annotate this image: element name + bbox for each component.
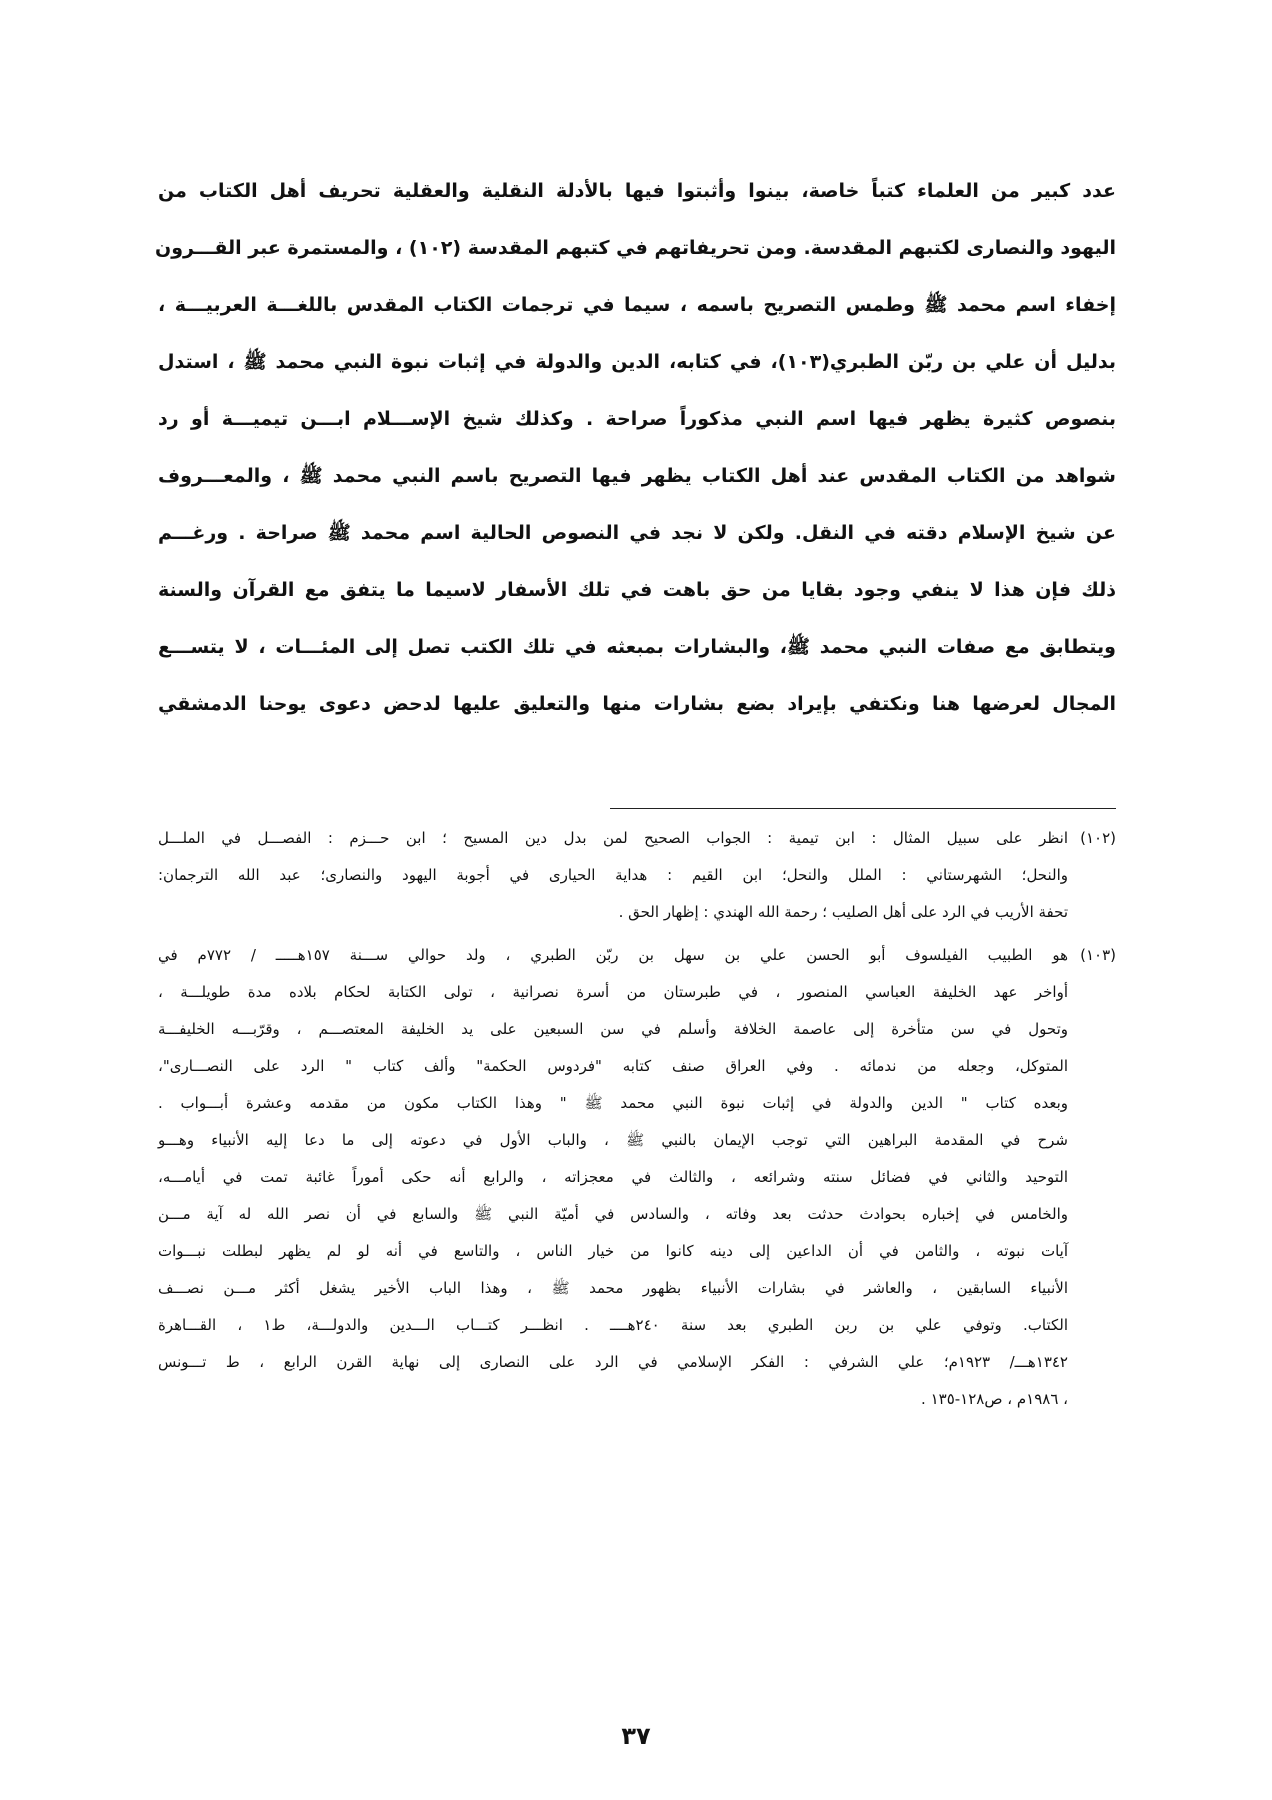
body-line: إخفاء اسم محمد ﷺ وطمس التصريح باسمه ، سيما في ترجمات الكتاب المقدس باللغـــة العربيـــة ، — [158, 294, 1116, 316]
body-line: ذلك فإن هذا لا ينفي وجود بقايا من حق باهت في تلك الأسفار لاسيما ما يتفق مع القرآن والسنة — [158, 579, 1116, 601]
footnote-body — [158, 820, 1068, 931]
footnote-divider — [610, 808, 1116, 809]
footnote-number: (١٠٣) — [1080, 946, 1116, 964]
main-text — [154, 166, 1116, 736]
body-line: عدد كبير من العلماء كتباً خاصة، بينوا وأثبتوا فيها بالأدلة النقلية والعقلية تحريف أهل الكتاب من — [158, 180, 1116, 202]
footnote-line: أواخر عهد الخليفة العباسي المنصور ، في طبرستان من أسرة نصرانية ، تولى الكتابة لحكام بلاده مدة طويلـــة ، — [158, 983, 1068, 1001]
footnote-line: هو الطبيب الفيلسوف أبو الحسن علي بن سهل بن ربّن الطبري ، ولد حوالي ســـنة ١٥٧هـــــ / ٧٧٢م في — [158, 946, 1068, 964]
footnote-body — [158, 937, 1068, 1418]
footnote-line: والخامس في إخباره بحوادث حدثت بعد وفاته ، والسادس في أميّة النبي ﷺ والسابع في أن نصر الله له آية مـــن — [158, 1205, 1068, 1223]
footnote-line: انظر على سبيل المثال : ابن تيمية : الجواب الصحيح لمن بدل دين المسيح ؛ ابن حـــزم : الفصـــل في الملـــل — [158, 829, 1068, 847]
footnote-line: تحفة الأريب في الرد على أهل الصليب ؛ رحمة الله الهندي : إظهار الحق . — [618, 903, 1068, 921]
footnote-line: آيات نبوته ، والثامن في أن الداعين إلى دينه كانوا من خيار الناس ، والتاسع في أنه لو لم يظهر لبطلت نبـــوات — [158, 1242, 1068, 1260]
footnote-number: (١٠٢) — [1080, 829, 1116, 847]
body-line: بدليل أن علي بن ربّن الطبري(١٠٣)، في كتابه، الدين والدولة في إثبات نبوة النبي محمد ﷺ ، استدل — [158, 351, 1116, 373]
footnote-line: ، ١٩٨٦م ، ص١٢٨-١٣٥ . — [921, 1390, 1068, 1408]
footnote — [158, 820, 1116, 931]
body-line: عن شيخ الإسلام دقته في النقل. ولكن لا نجد في النصوص الحالية اسم محمد ﷺ صراحة . ورغـــم — [158, 522, 1116, 544]
footnotes — [158, 820, 1116, 1424]
page-number: ٣٧ — [621, 1722, 651, 1750]
footnote-line: والنحل؛ الشهرستاني : الملل والنحل؛ ابن القيم : هداية الحيارى في أجوبة اليهود والنصارى؛ عبد الله الترجمان: — [158, 866, 1068, 884]
footnote-line: المتوكل، وجعله من ندمائه . وفي العراق صنف كتابه "فردوس الحكمة" وألف كتاب " الرد على النصـــارى"، — [158, 1057, 1068, 1075]
body-line: بنصوص كثيرة يظهر فيها اسم النبي مذكوراً صراحة . وكذلك شيخ الإســـلام ابـــن تيميـــة أو رد — [158, 408, 1116, 430]
footnote-line: الأنبياء السابقين ، والعاشر في بشارات الأنبياء بظهور محمد ﷺ ، وهذا الباب الأخير يشغل أكثر مـــن نصـــف — [158, 1279, 1068, 1297]
footnote — [158, 937, 1116, 1418]
footnote-line: وتحول في سن متأخرة إلى عاصمة الخلافة وأسلم في سن السبعين على يد الخليفة المعتصـــم ، وقرّبـــه الخليفـــة — [158, 1020, 1068, 1038]
footnote-line: الكتاب. وتوفي علي بن ربن الطبري بعد سنة ٢٤٠هــــ . انظـــر كتـــاب الـــدين والدولـــة، ط١ ، القـــاهرة — [158, 1316, 1068, 1334]
footnote-line: وبعده كتاب " الدين والدولة في إثبات نبوة النبي محمد ﷺ " وهذا الكتاب مكون من مقدمه وعشرة أبـــواب . — [158, 1094, 1068, 1112]
body-line: اليهود والنصارى لكتبهم المقدسة. ومن تحريفاتهم في كتبهم المقدسة (١٠٢) ، والمستمرة عبر القـــرون — [154, 237, 1116, 259]
body-line: ويتطابق مع صفات النبي محمد ﷺ، والبشارات بمبعثه في تلك الكتب تصل إلى المئـــات ، لا يتســـع — [158, 636, 1116, 658]
footnote-line: التوحيد والثاني في فضائل سنته وشرائعه ، والثالث في معجزاته ، والرابع أنه حكى أموراً غائبة تمت في أيامـــه، — [158, 1168, 1068, 1186]
footnote-line: ١٣٤٢هـــ/ ١٩٢٣م؛ علي الشرفي : الفكر الإسلامي في الرد على النصارى إلى نهاية القرن الرابع ، ط تـــونس — [158, 1353, 1068, 1371]
footnote-line: شرح في المقدمة البراهين التي توجب الإيمان بالنبي ﷺ ، والباب الأول في دعوته إلى ما دعا إليه الأنبياء وهـــو — [158, 1131, 1068, 1149]
body-line: شواهد من الكتاب المقدس عند أهل الكتاب يظهر فيها التصريح باسم النبي محمد ﷺ ، والمعـــروف — [158, 465, 1116, 487]
body-line: المجال لعرضها هنا ونكتفي بإيراد بضع بشارات منها والتعليق عليها لدحض دعوى يوحنا الدمشقي — [158, 693, 1116, 715]
